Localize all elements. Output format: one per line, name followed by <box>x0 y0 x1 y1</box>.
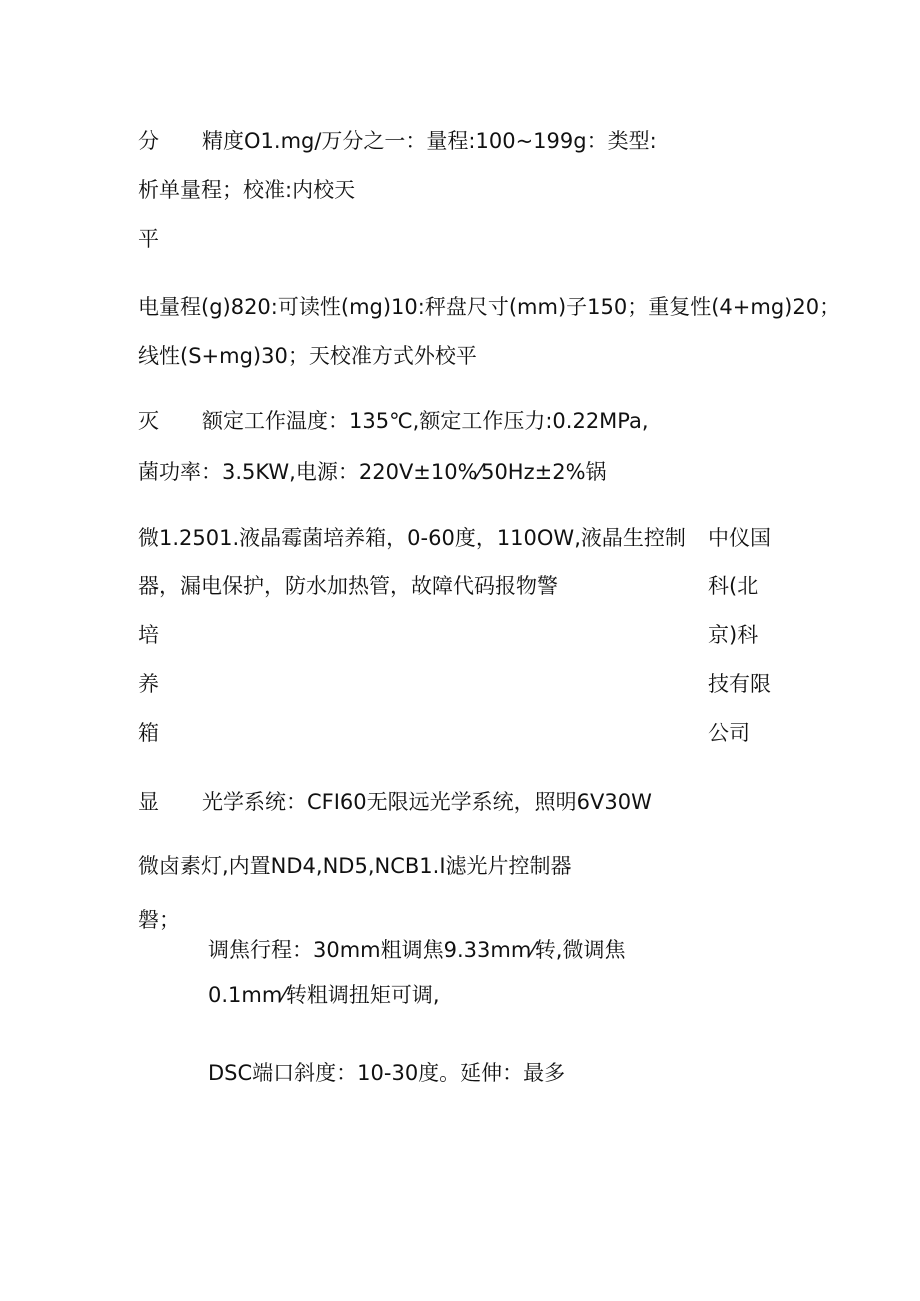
scale-spec-line-1: 电量程(g)820:可读性(mg)10:秤盘尺寸(mm)子150；重复性(4+mg)20； <box>138 295 841 319</box>
incubator-vertical-char: 培 <box>138 623 159 647</box>
sterilizer-spec-line-2: 菌功率：3.5KW,电源：220V±10%⁄50Hz±2%锅 <box>138 460 607 484</box>
supplier-name-line: 京)科 <box>708 623 759 647</box>
microscope-spec-line-6: DSC端口斜度：10-30度。延伸：最多 <box>208 1061 566 1085</box>
supplier-name-line: 科(北 <box>708 574 759 598</box>
supplier-name-line: 技有限 <box>708 672 771 696</box>
scale-spec-line-2: 线性(S+mg)30；天校准方式外校平 <box>138 344 477 368</box>
balance-spec-line-3: 平 <box>138 227 159 251</box>
balance-spec-line-2: 析单量程；校准:内校天 <box>138 178 356 202</box>
row-label-sterilizer: 灭 <box>138 409 159 433</box>
row-label-balance: 分 <box>138 129 159 153</box>
supplier-name-line: 公司 <box>708 721 750 745</box>
microscope-spec-line-1: 光学系统：CFI60无限远光学系统，照明6V30W <box>202 790 652 814</box>
microscope-spec-line-3: 磐； <box>138 908 180 932</box>
microscope-spec-line-2: 微卤素灯,内置ND4,ND5,NCB1.I滤光片控制器 <box>138 854 572 878</box>
incubator-spec-line-1: 微1.2501.液晶霉菌培养箱，0-60度，110OW,液晶生控制 <box>138 526 686 550</box>
row-label-microscope: 显 <box>138 790 159 814</box>
incubator-vertical-char: 养 <box>138 672 159 696</box>
microscope-spec-line-5: 0.1mm⁄转粗调扭矩可调, <box>208 983 440 1007</box>
incubator-vertical-char: 箱 <box>138 721 159 745</box>
incubator-spec-line-2: 器，漏电保护，防水加热管，故障代码报物警 <box>138 574 558 598</box>
sterilizer-spec-line-1: 额定工作温度：135℃,额定工作压力:0.22MPa, <box>202 409 649 433</box>
supplier-name-line: 中仪国 <box>708 526 771 550</box>
microscope-spec-line-4: 调焦行程：30mm粗调焦9.33mm⁄转,微调焦 <box>208 938 626 962</box>
balance-spec-line-1: 精度O1.mg/万分之一：量程:100~199g：类型: <box>202 129 657 153</box>
